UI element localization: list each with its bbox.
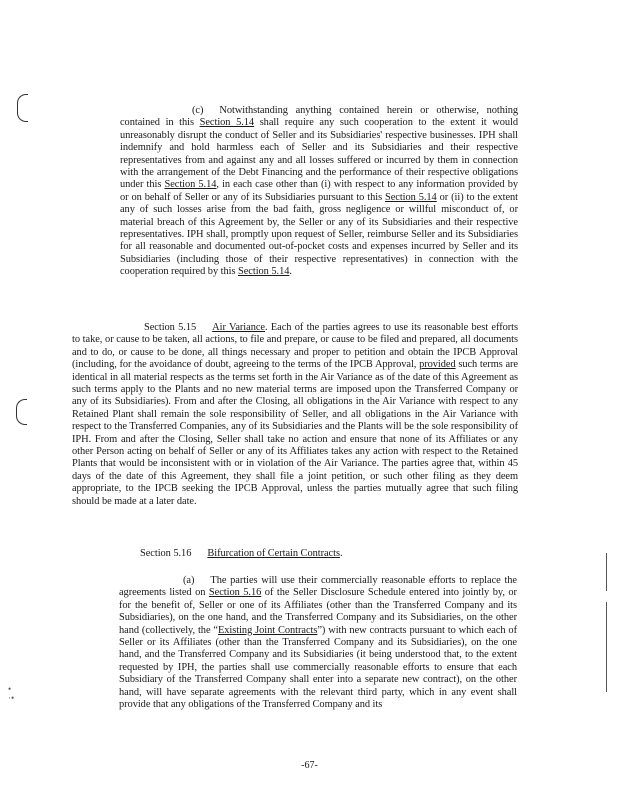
clause-text: , in each case other than (i) with respect to any information provided by or on behalf of Seller or any of its Subsidiaries pursuant to this (120, 179, 518, 203)
clause-number: (c) (192, 105, 204, 116)
defined-term: Existing Joint Contracts (217, 624, 318, 636)
page-number: -67- (301, 760, 318, 771)
section-text: such terms are identical in all material respects as the terms set forth in the Air Variance as of the date of this Agreement as such terms apply to the Plants and no new material terms are imposed upon the Transferred Company or any of its Subsidiaries). From and after the Closing, all obligations in the Air Variance with respect to any Retained Plant shall remain the sole responsibility of Seller, and all obligations in the Air Variance with respect to the Transferred Companies, any of its Subsidiaries and the Plants will be the sole responsibility of IPH. From and after the Closing, Seller shall take no action and ensure that none of its Affiliates or any other Person acting on behalf of Seller or any of its Affiliates takes any action with respect to the Retained Plants that would be inconsistent with or in violation of the Air Variance. The parties agree that, within 45 days of the date of this Agreement, they shall file a joint petition, or such other filing as they deem appropriate, to the IPCB seeking the IPCB Approval, unless the parties mutually agree that such filing should be made at a later date. (72, 359, 518, 507)
margin-bracket-mark (16, 399, 27, 425)
section-title: Air Variance (212, 322, 265, 333)
clause-text: or (ii) to the extent any of such losses arise from the bad faith, gross negligence or willful misconduct of, or material breach of this Agreement by, the Seller or any of its Subsidiaries and their respective representatives. IPH shall, promptly upon request of Seller, reimburse Seller and its Subsidiaries for all reasonable and documented out-of-pocket costs and expenses incurred by Seller and its Subsidiaries (including those of their respective representatives) in connection with the cooperation required by this (120, 191, 518, 278)
section-number: Section 5.16 (140, 548, 192, 559)
clause-text: of the Seller Disclosure Schedule entered into jointly by, or for the benefit of, Seller or one of its Affiliates (other than the Transferred Company and its Subsidiaries), on the one hand, and the Transferred Company and its Subsidiaries, on the other hand (collectively, the “ (119, 587, 517, 636)
clause-number: (a) (183, 575, 195, 586)
margin-revision-bar (606, 602, 607, 692)
margin-bracket-mark (17, 94, 28, 122)
clause-text: . (289, 266, 292, 278)
section-text: . Each of the parties agrees to use its reasonable best efforts to take, or cause to be taken, all actions, to file and prepare, or cause to be filed and prepared, all documents and to do, or cause to be done, all things necessary and proper to petition and obtain the IPCB Approval (including, for the avoidance of doubt, agreeing to the terms of the IPCB Approval, (72, 322, 518, 371)
clause-text: The parties will use their commercially reasonable efforts to replace the agreements listed on (119, 575, 517, 599)
clause-text: shall require any such cooperation to the extent it would unreasonably disrupt the conduct of Seller and its Subsidiaries' respective businesses. IPH shall indemnify and hold harmless each of Seller and its Subsidiaries and their respective representatives from and against any and all losses suffered or incurred by them in connection with the arrangement of the Debt Financing and the performance of their respective obligations under this (120, 117, 518, 191)
section-reference: Section 5.16 (208, 587, 262, 599)
paragraph-5-14-c (120, 105, 518, 279)
section-title: Bifurcation of Certain Contracts (207, 548, 340, 559)
section-5-15-paragraph (72, 322, 518, 508)
heading-punctuation: . (339, 548, 343, 559)
section-reference: Section 5.14 (384, 191, 437, 203)
section-5-16-heading (140, 548, 440, 560)
section-number: Section 5.15 (144, 322, 197, 333)
clause-text: Notwithstanding anything contained herein or otherwise, nothing contained in this (120, 105, 518, 129)
clause-text: ”) with new contracts pursuant to which each of Seller or its Affiliates (other than the Transferred Company and its Subsidiaries), on the one hand, and the Transferred Company and its Subsidiaries (it being understood that, to the extent requested by IPH, the parties shall use commercially reasonable efforts to ensure that each Subsidiary of the Transferred Company shall enter into a separate new contract), on the other hand, will have separate agreements with the relevant third party, which in any event shall provide that any obligations of the Transferred Company and its (119, 624, 517, 711)
paragraph-5-16-a (119, 575, 517, 711)
section-reference: Section 5.14 (199, 117, 255, 129)
provided-term: provided (419, 359, 456, 371)
scan-speck-mark: • ·• (8, 684, 15, 703)
section-reference: Section 5.14 (238, 266, 290, 278)
margin-revision-bar (606, 553, 607, 591)
section-reference: Section 5.14 (164, 179, 217, 191)
